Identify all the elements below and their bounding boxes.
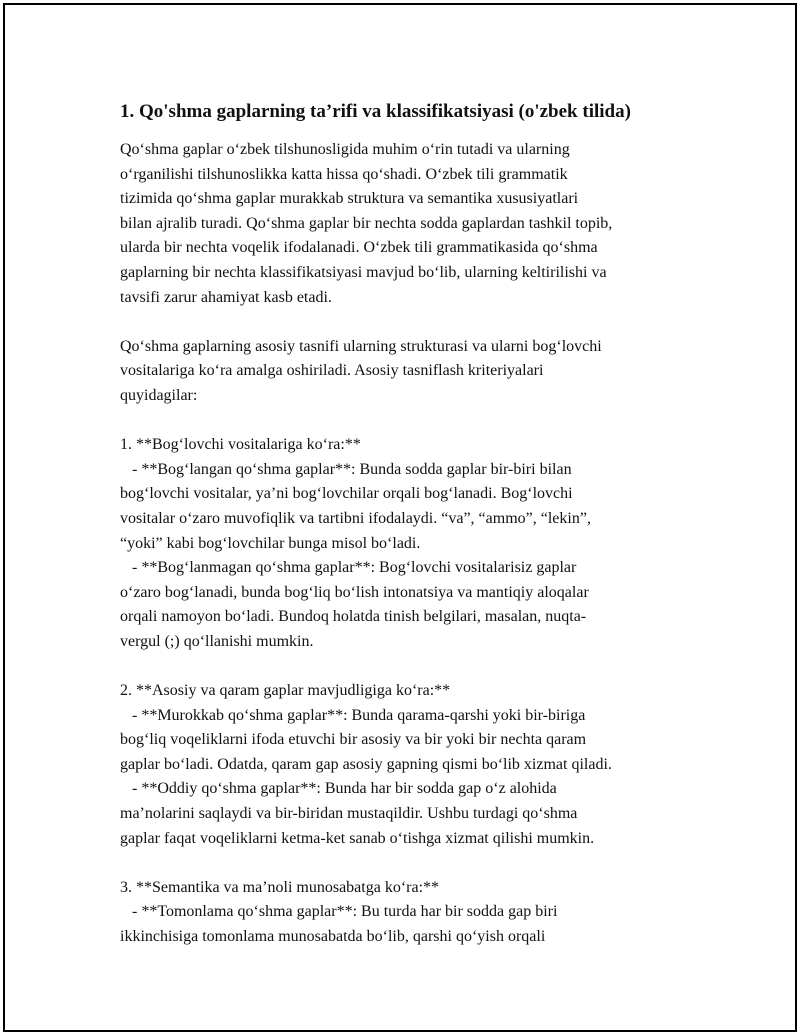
- text-line: tavsifi zarur ahamiyat kasb etadi.: [120, 288, 332, 306]
- text-line: bilan ajralib turadi. Qo‘shma gaplar bir nechta sodda gaplardan tashkil topib,: [120, 214, 613, 232]
- text-line: - **Bog‘langan qo‘shma gaplar**: Bunda sodda gaplar bir-biri bilan: [120, 460, 572, 478]
- text-line: o‘zaro bog‘lanadi, bunda bog‘liq bo‘lish intonatsiya va mantiqiy aloqalar: [120, 583, 589, 601]
- text-line: - **Tomonlama qo‘shma gaplar**: Bu turda har bir sodda gap biri: [120, 903, 558, 921]
- text-line: Qo‘shma gaplarning asosiy tasnifi ularning strukturasi va ularni bog‘lovchi: [120, 337, 602, 355]
- paragraph: [120, 335, 710, 409]
- document-title: 1. Qo'shma gaplarning ta’rifi va klassifikatsiyasi (o'zbek tilida): [120, 101, 631, 122]
- paragraph: [120, 876, 710, 950]
- text-line: o‘rganilishi tilshunoslikka katta hissa qo‘shadi. O‘zbek tili grammatik: [120, 165, 568, 183]
- paragraph: [120, 433, 710, 654]
- text-line: ikkinchisiga tomonlama munosabatda bo‘lib, qarshi qo‘yish orqali: [120, 928, 546, 945]
- text-line: - **Bog‘lanmagan qo‘shma gaplar**: Bog‘lovchi vositalarisiz gaplar: [120, 559, 577, 577]
- text-line: tizimida qo‘shma gaplar murakkab struktura va semantika xususiyatlari: [120, 190, 579, 208]
- text-line: ma’nolarini saqlaydi va bir-biridan mustaqildir. Ushbu turdagi qo‘shma: [120, 805, 578, 823]
- paragraph: [120, 679, 710, 851]
- text-line: bog‘lovchi vositalar, ya’ni bog‘lovchilar orqali bog‘lanadi. Bog‘lovchi: [120, 485, 573, 503]
- text-line: orqali namoyon bo‘ladi. Bundoq holatda tinish belgilari, masalan, nuqta-: [120, 608, 587, 626]
- text-line: vositalar o‘zaro muvofiqlik va tartibni ifodalaydi. “va”, “ammo”, “lekin”,: [120, 509, 591, 527]
- text-line: gaplar bo‘ladi. Odatda, qaram gap asosiy gapning qismi bo‘lib xizmat qiladi.: [120, 755, 612, 773]
- text-line: - **Oddiy qo‘shma gaplar**: Bunda har bir sodda gap o‘z alohida: [120, 780, 557, 798]
- text-line: - **Murokkab qo‘shma gaplar**: Bunda qarama-qarshi yoki bir-biriga: [120, 706, 586, 724]
- text-line: gaplar faqat voqeliklarni ketma-ket sanab o‘tishga xizmat qilishi mumkin.: [120, 829, 595, 847]
- text-line: “yoki” kabi bog‘lovchilar bunga misol bo‘ladi.: [120, 534, 421, 552]
- text-line: 2. **Asosiy va qaram gaplar mavjudligiga ko‘ra:**: [120, 682, 451, 700]
- paragraph-spacer: [120, 310, 710, 335]
- document-body: [120, 99, 710, 950]
- paragraph-spacer: [120, 851, 710, 876]
- text-line: gaplarning bir nechta klassifikatsiyasi mavjud bo‘lib, ularning keltirilishi va: [120, 263, 607, 281]
- text-line: ularda bir nechta voqelik ifodalanadi. O‘zbek tili grammatikasida qo‘shma: [120, 239, 598, 257]
- paragraph-list: [120, 138, 710, 950]
- text-line: quyidagilar:: [120, 386, 198, 404]
- page-frame: [3, 3, 797, 1032]
- paragraph: [120, 138, 710, 310]
- text-line: bog‘liq voqeliklarni ifoda etuvchi bir asosiy va bir yoki bir nechta qaram: [120, 731, 587, 749]
- text-line: vergul (;) qo‘llanishi mumkin.: [120, 632, 314, 650]
- paragraph-spacer: [120, 409, 710, 434]
- text-line: 3. **Semantika va ma’noli munosabatga ko‘ra:**: [120, 878, 440, 896]
- paragraph-spacer: [120, 654, 710, 679]
- text-line: Qo‘shma gaplar o‘zbek tilshunosligida muhim o‘rin tutadi va ularning: [120, 141, 570, 158]
- text-line: 1. **Bog‘lovchi vositalariga ko‘ra:**: [120, 436, 361, 454]
- text-line: vositalariga ko‘ra amalga oshiriladi. Asosiy tasniflash kriteriyalari: [120, 362, 544, 380]
